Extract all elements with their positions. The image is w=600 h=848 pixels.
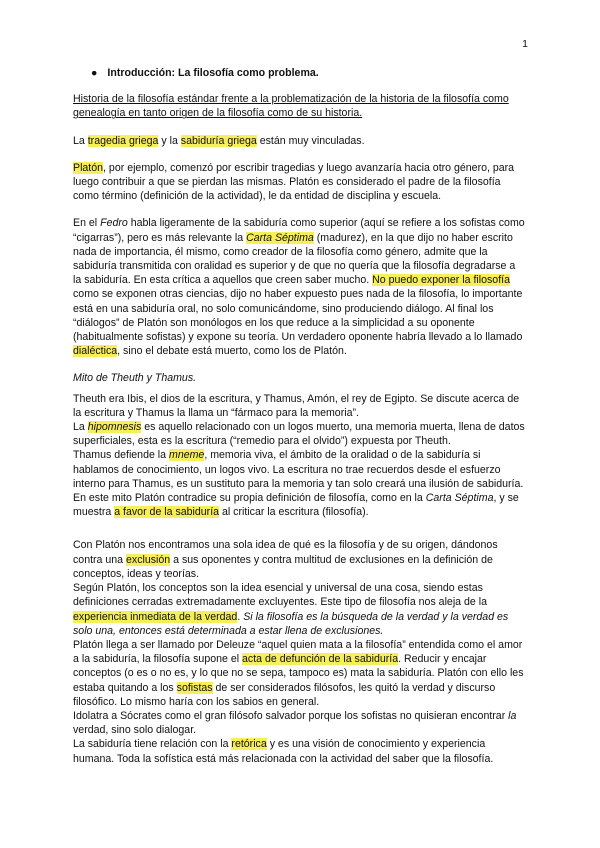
highlight: dialéctica [73, 345, 118, 358]
highlight: acta de defunción de la sabiduría [242, 653, 399, 666]
paragraph-11: Idolatra a Sócrates como el gran filósofo salvador porque los sofistas no quisieran encontrar la verdad, sino solo dialogar. [73, 709, 517, 737]
subtitle: Historia de la filosofía estándar frente a la problematización de la historia de la filosofía como genealogía en tanto origen de la filosofía como de su historia. [73, 93, 509, 120]
paragraph-12: La sabiduría tiene relación con la retórica y es una visión de conocimiento y experiencia humana. Toda la sofística está más relacionada con la actividad del saber que la filosofía. [73, 738, 494, 765]
paragraph-4: Theuth era Ibis, el dios de la escritura, y Thamus, Amón, el rey de Egipto. Se discute acerca de la escritura y Thamus la llama un “fármaco para la memoria”. [73, 392, 520, 419]
paragraph-2: Platón, por ejemplo, comenzó por escribir tragedias y luego avanzaría hacia otro género, para luego contribuir a que se pierdan las mismas. Platón es considerado el padre de la filosofía como término (definición de la actividad), le da entidad de disciplina y escuela. [73, 161, 515, 203]
paragraph-3: En el Fedro habla ligeramente de la sabiduría como superior (aquí se refiere a los sofistas como “cigarras”), pero es más relevante la Carta Séptima (madurez), en la que dijo no haber escrito nada de importancia, él mismo, como creador de la filosofía como género, admite que la sabiduría transmitida con oralidad es superior y de que no quería que la filosofía degradarse a la sabiduría. En esta crítica a aquellos que creen saber mucho. No puedo exponer la filosofía como se exponen otras ciencias, dijo no haber expuesto pues nada de la filosofía, lo importante está en una sabiduría oral, no solo comunicándome, sino produciendo diálogo. Al final los “diálogos” de Platón son monólogos en los que reduce a la simplicidad a su oponente (habitualmente sofistas) y expone su teoría. Un verdadero oponente habría llevado a lo llamado dialéctica, sino el debate está muerto, como los de Platón. [73, 217, 525, 358]
highlight: No puedo exponer la filosofía [372, 274, 510, 287]
highlight: hipomnesis [87, 421, 142, 434]
highlight: experiencia inmediata de la verdad [73, 610, 238, 623]
highlight: mneme [169, 449, 205, 462]
highlight: sofistas [176, 681, 213, 694]
myth-title: Mito de Theuth y Thamus. [73, 372, 197, 385]
highlight: tragedia griega [87, 134, 159, 147]
section-heading [73, 66, 525, 80]
paragraph-10: Platón llega a ser llamado por Deleuze “aquel quien mata a la filosofía” entendida como el amor a la sabiduría, la filosofía supone el acta de defunción de la sabiduría. Reducir y encajar conceptos (o es o no es, y lo que no se sepa, tampoco es) mata la sabiduría. Platón con ello les estaba quitando a los sofistas de ser considerados filósofos, les quitó la verdad y discurso filosófico. Lo mismo haría con los sabios en general. [73, 638, 524, 708]
highlight: a favor de la sabiduría [114, 506, 220, 519]
highlight: retórica [231, 738, 267, 751]
paragraph-8: Con Platón nos encontramos una sola idea de qué es la filosofía y de su origen, dándonos contra una exclusión a sus oponentes y contra multitud de exclusiones en la definición de conceptos, ideas y teorías. [73, 539, 498, 580]
highlight: sabiduría griega [180, 134, 257, 147]
paragraph-1: La tragedia griega y la sabiduría griega están muy vinculadas. [73, 134, 365, 147]
paragraph-5: La hipomnesis es aquello relacionado con un logos muerto, una memoria muerta, llena de datos superficiales, esta es la escritura (“remedio para el olvido”) expuesta por Theuth. [73, 421, 525, 448]
paragraph-9: Según Platón, los conceptos son la idea esencial y universal de una cosa, siendo estas definiciones cerradas extremadamente excluyentes. Este tipo de filosofía nos aleja de la experiencia inmediata de la verdad. Si la filosofía es la búsqueda de la verdad y la verdad es solo una, entonces está determinada a estar llena de exclusiones. [73, 582, 509, 637]
highlight: Platón [73, 161, 104, 174]
paragraph-7: En este mito Platón contradice su propia definición de filosofía, como en la Carta Séptima, y se muestra a favor de la sabiduría al criticar la escritura (filosofía). [73, 492, 519, 519]
document-body [73, 66, 525, 766]
page-number: 1 [522, 38, 528, 50]
highlight: exclusión [126, 553, 171, 566]
paragraph-6: Thamus defiende la mneme, memoria viva, el ámbito de la oralidad o de la sabiduría si hablamos de conocimiento, un logos vivo. La escritura no trae recuerdos desde el esfuerzo interno para Thamus, es un sustituto para la memoria y tan solo creará una ilusión de sabiduría. [73, 449, 524, 490]
highlight: Carta Séptima [246, 231, 314, 244]
bullet-icon: ● [91, 67, 98, 79]
heading-text: Introducción: La filosofía como problema. [107, 67, 319, 79]
